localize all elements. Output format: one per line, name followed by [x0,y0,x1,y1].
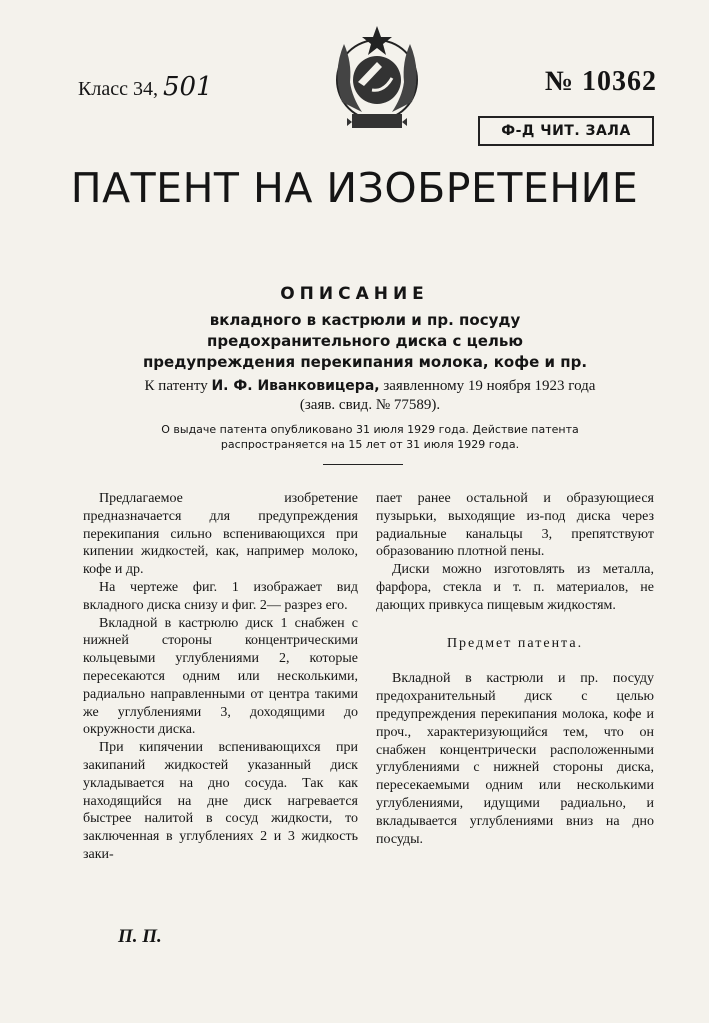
paragraph: пает ранее остальной и образующиеся пузырьки, выходящие из-под диска через радиальные канальцы 3, препятствуют образованию плотной пены. [376,491,654,560]
patent-number: № 10362 [544,66,657,97]
patent-ref-suffix: заявленному 19 ноября 1923 года (заяв. свид. № 77589). [299,378,596,413]
class-handwritten: 01 [179,72,213,102]
class-suffix: 5 [162,72,180,102]
paragraph: Вкладной в кастрюлю диск 1 снабжен с нижней стороны концентрическими кольцевыми углублениями 2, которые пересекаются одним или несколькими, радиально направленными от центра такими же углублениями 3, доходящими до окружности диска. [83,615,358,738]
paragraph: При кипячении вспенивающихся при закипаний жидкостей указанный диск укладывается на дно сосуда. Так как находящийся на дне диск нагревается быстрее налитой в сосуд жидкости, то заключенная в углублениях 2 и 3 жидкость заки- [83,740,358,862]
class-label: Класс 34 [78,78,153,100]
claim-text: Вкладной в кастрюли и пр. посуду предохранительный диск с целью предупреждения перекипания молока, кофе и проч., характеризующийся тем, что он снабжен концентрически расположенными углублениями с нижней стороны диска, пересекаемыми одним или несколькими углублениями, идущими радиально, и вкладывается углублениями вниз на дно посуды. [376,671,654,847]
description-heading: ОПИСАНИЕ [280,284,429,304]
body-column-left [83,490,358,864]
patent-ref-prefix: К патенту [144,378,208,394]
paragraph: Предлагаемое изобретение предназначается для предупреждения перекипания сильно вспенивающихся при кипении жидкостей, как, например молоко, кофе и др. [83,491,358,578]
page-title: ПАТЕНТ НА ИЗОБРЕТЕНИЕ [70,164,639,212]
signature: П. П. [118,926,162,947]
paragraph: Диски можно изготовлять из металла, фарфора, стекла и т. п. материалов, не дающих привкуса пищевым жидкостям. [376,562,654,613]
body-column-right [376,490,654,848]
description-subject: вкладного в кастрюли и пр. посуду предохранительного диска с целью предупреждения перекипания молока, кофе и пр. [142,311,588,371]
library-stamp: Ф-Д ЧИТ. ЗАЛА [478,116,654,146]
paragraph: На чертеже фиг. 1 изображает вид вкладного диска снизу и фиг. 2— разрез его. [83,579,358,613]
publication-note: О выдаче патента опубликовано 31 июля 1929 года. Действие патента распространяется на 15 лет от 31 июля 1929 года. [161,423,579,451]
patent-reference [140,377,600,415]
ussr-emblem-icon [322,22,432,140]
divider [323,464,403,465]
inventor-name: И. Ф. Иванковицера, [211,378,380,394]
patent-class: Класс 34, 501 [78,72,213,102]
claim-heading: Предмет патента. [446,635,584,651]
